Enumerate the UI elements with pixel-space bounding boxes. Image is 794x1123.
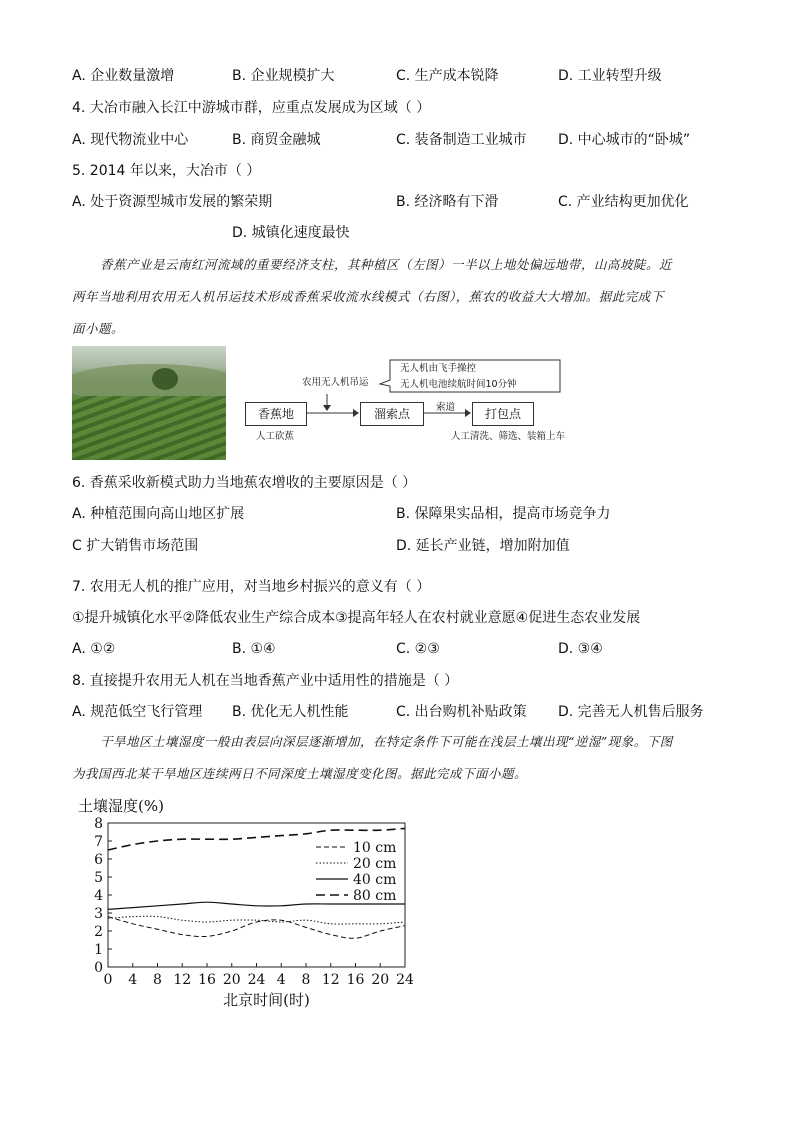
q7-stem: 7. 农用无人机的推广应用，对当地乡村振兴的意义有（ ） <box>72 579 431 595</box>
q8-option-a: A. 规范低空飞行管理 <box>72 704 203 720</box>
y-tick-label: 7 <box>94 834 103 850</box>
passage-banana <box>72 249 722 345</box>
y-tick-label: 3 <box>94 906 103 922</box>
y-tick-label: 5 <box>94 870 103 886</box>
q3-option-b: B. 企业规模扩大 <box>232 68 335 84</box>
q4-option-c: C. 装备制造工业城市 <box>396 132 527 148</box>
q7-option-a: A. ①② <box>72 641 116 657</box>
q8-stem: 8. 直接提升农用无人机在当地香蕉产业中适用性的措施是（ ） <box>72 673 459 689</box>
passage-soil-line1: 干旱地区土壤湿度一般由表层向深层逐渐增加，在特定条件下可能在浅层土壤出现“逆湿”现象。下图 <box>100 734 673 749</box>
x-tick-label: 4 <box>128 972 138 988</box>
q6-option-a: A. 种植范围向高山地区扩展 <box>72 506 245 522</box>
flow-box-packing-point: 打包点 <box>472 402 534 426</box>
x-tick-label: 12 <box>173 972 192 988</box>
legend-label: 10 cm <box>353 840 397 856</box>
q5-option-c: C. 产业结构更加优化 <box>558 194 689 210</box>
q4-stem: 4. 大冶市融入长江中游城市群，应重点发展成为区域（ ） <box>72 100 431 116</box>
x-tick-label: 8 <box>301 972 311 988</box>
q6-option-c: C 扩大销售市场范围 <box>72 538 199 554</box>
legend-label: 40 cm <box>353 872 397 888</box>
series-line-20cm <box>108 916 405 924</box>
q4-option-b: B. 商贸金融城 <box>232 132 321 148</box>
q3-option-c: C. 生产成本锐降 <box>396 68 499 84</box>
q5-option-d: D. 城镇化速度最快 <box>232 225 350 241</box>
flow-box-zipline-point: 溜索点 <box>360 402 424 426</box>
x-tick-label: 24 <box>247 972 266 988</box>
y-tick-label: 0 <box>94 960 103 976</box>
q7-items: ①提升城镇化水平②降低农业生产综合成本③提高年轻人在农村就业意愿④促进生态农业发展 <box>72 610 641 626</box>
flow-top-label: 农用无人机吊运 <box>302 377 369 388</box>
flow-arrow-label: 索道 <box>436 402 456 413</box>
y-tick-label: 6 <box>94 852 103 868</box>
q5-option-b: B. 经济略有下滑 <box>396 194 499 210</box>
q8-option-d: D. 完善无人机售后服务 <box>558 704 704 720</box>
x-tick-label: 20 <box>222 972 241 988</box>
y-tick-label: 8 <box>94 816 103 832</box>
q5-stem: 5. 2014 年以来，大冶市（ ） <box>72 163 261 179</box>
x-tick-label: 20 <box>371 972 390 988</box>
legend-label: 80 cm <box>353 888 397 904</box>
y-tick-label: 2 <box>94 924 103 940</box>
x-tick-label: 8 <box>153 972 162 988</box>
q7-option-d: D. ③④ <box>558 641 603 657</box>
x-tick-label: 16 <box>346 972 365 988</box>
flow-box-banana-field: 香蕉地 <box>245 402 307 426</box>
q6-stem: 6. 香蕉采收新模式助力当地蕉农增收的主要原因是（ ） <box>72 475 417 491</box>
flow-note-line1: 无人机由飞手操控 <box>400 363 477 374</box>
q7-option-c: C. ②③ <box>396 641 440 657</box>
passage-soil <box>72 726 722 790</box>
x-tick-label: 16 <box>198 972 216 988</box>
legend-label: 20 cm <box>353 856 397 872</box>
series-line-10cm <box>108 917 405 939</box>
x-tick-label: 0 <box>103 972 113 988</box>
y-axis-label: 土壤湿度(%) <box>78 797 164 815</box>
passage-banana-line3: 面小题。 <box>72 321 125 336</box>
passage-banana-line1: 香蕉产业是云南红河流域的重要经济支柱，其种植区（左图）一半以上地处偏远地带，山高坡陡。近 <box>100 257 673 272</box>
q4-option-d: D. 中心城市的“卧城” <box>558 132 691 148</box>
passage-banana-line2: 两年当地利用农用无人机吊运技术形成香蕉采收流水线模式（右图），蕉农的收益大大增加。据此完成下 <box>72 289 664 304</box>
y-tick-label: 1 <box>94 942 103 958</box>
q7-option-b: B. ①④ <box>232 641 276 657</box>
passage-soil-line2: 为我国西北某干旱地区连续两日不同深度土壤湿度变化图。据此完成下面小题。 <box>72 766 528 781</box>
flow-note-line2: 无人机电池续航时间10分钟 <box>400 379 517 390</box>
y-tick-label: 4 <box>94 888 103 904</box>
banana-plantation-photo <box>72 346 226 460</box>
x-tick-label: 4 <box>276 972 286 988</box>
flow-sub-banana-field: 人工砍蕉 <box>256 431 295 442</box>
x-tick-label: 12 <box>321 972 340 988</box>
flow-sub-packing-point: 人工清洗、筛选、装箱上车 <box>451 431 566 442</box>
x-tick-label: 24 <box>396 972 414 988</box>
q3-option-a: A. 企业数量激增 <box>72 68 175 84</box>
q4-option-a: A. 现代物流业中心 <box>72 132 189 148</box>
q6-option-b: B. 保障果实品相，提高市场竞争力 <box>396 506 611 522</box>
q8-option-b: B. 优化无人机性能 <box>232 704 349 720</box>
q3-option-d: D. 工业转型升级 <box>558 68 662 84</box>
q6-option-d: D. 延长产业链，增加附加值 <box>396 538 570 554</box>
q8-option-c: C. 出台购机补贴政策 <box>396 704 527 720</box>
q5-option-a: A. 处于资源型城市发展的繁荣期 <box>72 194 273 210</box>
x-axis-label: 北京时间(时) <box>223 991 310 1009</box>
soil-moisture-chart <box>70 795 420 1010</box>
